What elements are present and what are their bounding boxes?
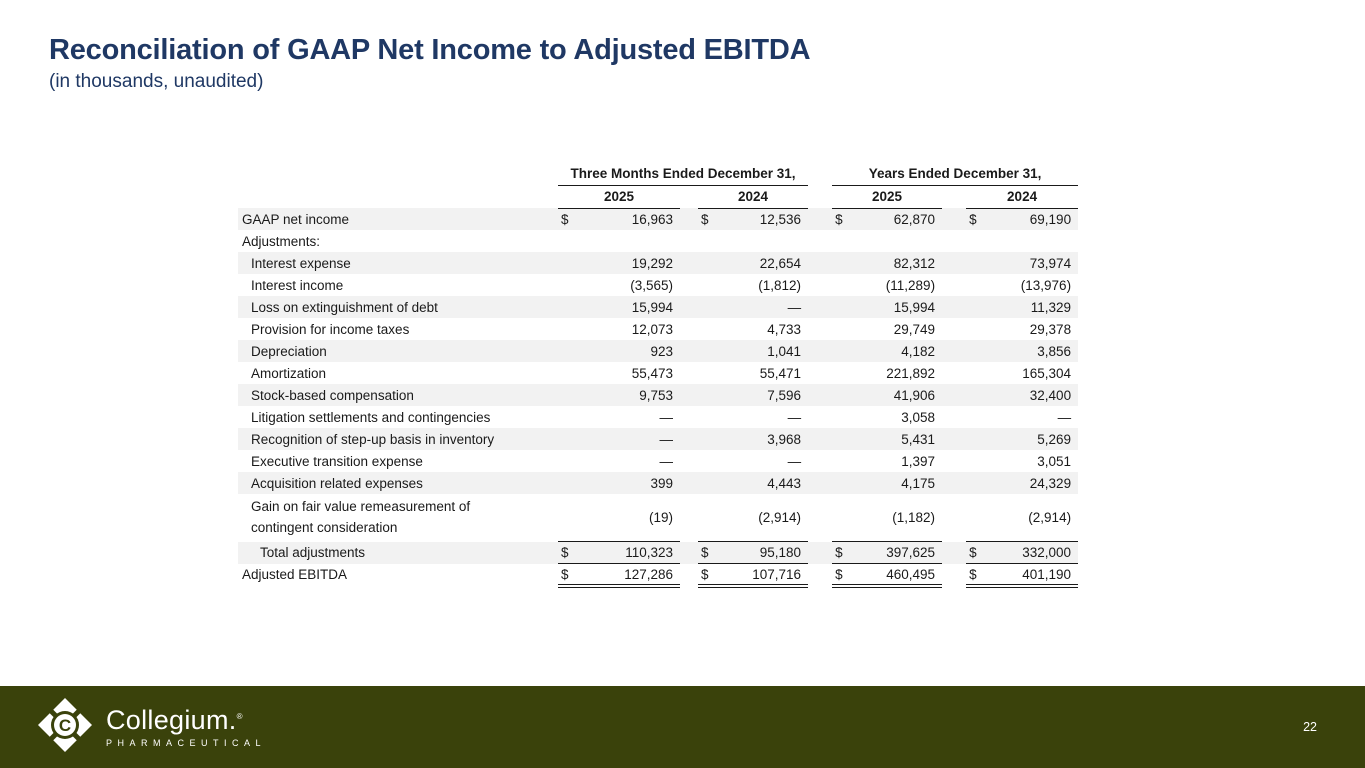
row-label: Adjustments: (242, 233, 321, 249)
row-label: Acquisition related expenses (238, 472, 558, 494)
table-row (238, 208, 1078, 230)
dollar-sign (966, 296, 988, 318)
column-gap (942, 472, 966, 494)
column-gap (680, 318, 698, 340)
column-gap (808, 362, 832, 384)
column-gap (942, 384, 966, 406)
table-row (238, 274, 1078, 296)
reconciliation-table (238, 162, 1078, 588)
cell-value: 4,175 (854, 472, 942, 494)
cell-value: (2,914) (758, 510, 802, 526)
dollar-sign (832, 362, 854, 384)
collegium-wordmark: Collegium.® (106, 704, 243, 735)
cell-value: (1,812) (758, 277, 802, 293)
row-label: Interest expense (238, 252, 558, 274)
column-gap (680, 274, 698, 296)
cell-value: 4,443 (720, 472, 808, 494)
cell-value: 62,870 (854, 208, 942, 230)
dollar-sign (966, 494, 988, 542)
table-row (238, 340, 1078, 362)
dollar-sign (832, 274, 854, 296)
dollar-sign (558, 252, 580, 274)
cell-value: 3,058 (901, 409, 936, 425)
cell-value: 15,994 (580, 296, 680, 318)
dollar-sign (558, 406, 580, 428)
dollar-sign (966, 340, 988, 362)
column-gap (942, 450, 966, 472)
dollar-sign: $ (832, 542, 854, 564)
cell-value: 332,000 (988, 542, 1078, 564)
cell-value: 82,312 (854, 252, 942, 274)
svg-text:C: C (58, 715, 72, 735)
year-header-q-2025: 2025 (558, 185, 680, 208)
column-gap (942, 428, 966, 450)
dollar-sign: $ (966, 542, 988, 564)
row-label: Litigation settlements and contingencies (251, 409, 491, 425)
cell-value: 55,473 (631, 365, 673, 381)
title-block (49, 34, 810, 93)
dollar-sign (558, 230, 580, 252)
dollar-sign (832, 406, 854, 428)
row-label: GAAP net income (238, 208, 558, 230)
cell-value: (19) (648, 510, 673, 526)
dollar-sign (832, 428, 854, 450)
column-gap (680, 230, 698, 252)
column-gap (808, 564, 832, 586)
column-gap (808, 450, 832, 472)
year-header-fy-2024: 2024 (966, 185, 1078, 208)
column-gap (680, 208, 698, 230)
cell-value: 12,536 (720, 208, 808, 230)
header-gap (808, 185, 832, 208)
year-header-row (238, 185, 1078, 208)
column-gap (942, 542, 966, 564)
column-gap (680, 340, 698, 362)
dollar-sign (558, 450, 580, 472)
table-row (238, 362, 1078, 384)
cell-value: 95,180 (720, 542, 808, 564)
cell-value: (2,914) (1028, 510, 1072, 526)
table-row (238, 450, 1078, 472)
row-label: Provision for income taxes (251, 321, 410, 337)
cell-value: 165,304 (1022, 365, 1072, 381)
dollar-sign (832, 472, 854, 494)
dollar-sign: $ (698, 542, 720, 564)
dollar-sign (832, 340, 854, 362)
column-gap (680, 472, 698, 494)
group-header-row (238, 162, 1078, 185)
dollar-sign (966, 472, 988, 494)
dollar-sign (832, 296, 854, 318)
cell-value (720, 230, 808, 252)
dollar-sign: $ (698, 564, 720, 586)
cell-value: (11,289) (885, 277, 936, 293)
year-header-q-2024: 2024 (698, 185, 808, 208)
header-spacer (238, 185, 558, 208)
dollar-sign (558, 428, 580, 450)
cell-value: 15,994 (854, 296, 942, 318)
row-label: Executive transition expense (251, 453, 423, 469)
cell-value: 32,400 (988, 384, 1078, 406)
cell-value (854, 230, 942, 252)
dollar-sign: $ (966, 208, 988, 230)
table-row (238, 296, 1078, 318)
dollar-sign (698, 450, 720, 472)
cell-value: 11,329 (988, 296, 1078, 318)
column-gap (680, 428, 698, 450)
footer (0, 686, 1365, 768)
dollar-sign (832, 494, 854, 542)
group-header-three-months: Three Months Ended December 31, (558, 162, 808, 185)
table-row (238, 494, 1078, 542)
dollar-sign (698, 362, 720, 384)
column-gap (808, 208, 832, 230)
cell-value: 24,329 (988, 472, 1078, 494)
column-gap (808, 428, 832, 450)
column-gap (680, 564, 698, 586)
collegium-diamond-icon (36, 696, 94, 759)
column-gap (680, 542, 698, 564)
cell-value: 3,856 (988, 340, 1078, 362)
cell-value: (1,182) (892, 510, 936, 526)
dollar-sign (832, 230, 854, 252)
cell-value: — (787, 409, 802, 425)
column-gap (808, 318, 832, 340)
column-gap (808, 274, 832, 296)
dollar-sign (966, 230, 988, 252)
dollar-sign (698, 340, 720, 362)
cell-value: — (720, 296, 808, 318)
dollar-sign (832, 384, 854, 406)
dollar-sign: $ (832, 564, 854, 586)
cell-value: — (659, 409, 673, 425)
column-gap (942, 318, 966, 340)
cell-value: 73,974 (988, 252, 1078, 274)
column-gap (942, 252, 966, 274)
cell-value: 12,073 (631, 321, 673, 337)
table-row (238, 318, 1078, 340)
header-gap (680, 185, 698, 208)
cell-value: 5,431 (854, 428, 942, 450)
cell-value: 399 (580, 472, 680, 494)
dollar-sign (698, 252, 720, 274)
cell-value: 69,190 (988, 208, 1078, 230)
dollar-sign (558, 384, 580, 406)
cell-value: 1,041 (720, 340, 808, 362)
cell-value: 19,292 (580, 252, 680, 274)
dollar-sign: $ (558, 564, 580, 586)
column-gap (680, 494, 698, 542)
dollar-sign (558, 274, 580, 296)
cell-value: 41,906 (854, 384, 942, 406)
page-subtitle: (in thousands, unaudited) (49, 71, 264, 93)
cell-value: — (787, 453, 802, 469)
dollar-sign (698, 296, 720, 318)
column-gap (680, 362, 698, 384)
dollar-sign (966, 274, 988, 296)
cell-value: 7,596 (720, 384, 808, 406)
cell-value: (3,565) (630, 277, 673, 293)
column-gap (808, 296, 832, 318)
column-gap (680, 406, 698, 428)
row-label: Depreciation (238, 340, 558, 362)
dollar-sign (966, 252, 988, 274)
dollar-sign (558, 318, 580, 340)
table-row (238, 542, 1078, 564)
group-header-years: Years Ended December 31, (832, 162, 1078, 185)
row-label: Recognition of step-up basis in inventory (238, 428, 558, 450)
table-body (238, 208, 1078, 586)
dollar-sign (698, 384, 720, 406)
dollar-sign (558, 362, 580, 384)
cell-value: 1,397 (901, 453, 936, 469)
page-title: Reconciliation of GAAP Net Income to Adjusted EBITDA (49, 34, 811, 66)
cell-value: 55,471 (759, 365, 802, 381)
dollar-sign (966, 406, 988, 428)
dollar-sign: $ (966, 564, 988, 586)
column-gap (680, 296, 698, 318)
dollar-sign (832, 450, 854, 472)
column-gap (808, 340, 832, 362)
dollar-sign (966, 362, 988, 384)
row-label: Loss on extinguishment of debt (238, 296, 558, 318)
dollar-sign (966, 318, 988, 340)
column-gap (808, 384, 832, 406)
column-gap (942, 274, 966, 296)
column-gap (942, 230, 966, 252)
registered-mark: ® (236, 711, 243, 721)
cell-value: — (659, 453, 673, 469)
cell-value: 9,753 (580, 384, 680, 406)
row-label: Gain on fair value remeasurement of contingent consideration (251, 499, 471, 535)
column-gap (942, 406, 966, 428)
dollar-sign (832, 318, 854, 340)
column-gap (808, 472, 832, 494)
dollar-sign: $ (698, 208, 720, 230)
column-gap (942, 564, 966, 586)
column-gap (942, 296, 966, 318)
cell-value: 3,051 (1037, 453, 1072, 469)
year-header-fy-2025: 2025 (832, 185, 942, 208)
dollar-sign (698, 230, 720, 252)
cell-value: 29,378 (1029, 321, 1072, 337)
row-label: Total adjustments (238, 542, 558, 564)
table-row (238, 428, 1078, 450)
page-number: 22 (1303, 720, 1317, 734)
dollar-sign (698, 494, 720, 542)
column-gap (680, 252, 698, 274)
cell-value: — (580, 428, 680, 450)
dollar-sign: $ (558, 208, 580, 230)
header-spacer (238, 162, 558, 185)
cell-value: 3,968 (720, 428, 808, 450)
header-gap (808, 162, 832, 185)
table-row (238, 472, 1078, 494)
table-row (238, 252, 1078, 274)
table-row (238, 230, 1078, 252)
column-gap (942, 362, 966, 384)
dollar-sign (698, 472, 720, 494)
dollar-sign (558, 494, 580, 542)
dollar-sign: $ (558, 542, 580, 564)
cell-value: 460,495 (854, 564, 942, 586)
row-label: Amortization (251, 365, 327, 381)
cell-value: (13,976) (1020, 277, 1072, 293)
dollar-sign (698, 428, 720, 450)
cell-value (580, 230, 680, 252)
collegium-pharmaceutical-label: PHARMACEUTICAL (106, 737, 267, 748)
cell-value: 16,963 (580, 208, 680, 230)
cell-value: — (1057, 409, 1072, 425)
cell-value: 397,625 (854, 542, 942, 564)
dollar-sign (966, 450, 988, 472)
cell-value: 401,190 (988, 564, 1078, 586)
column-gap (942, 208, 966, 230)
column-gap (680, 450, 698, 472)
cell-value: 29,749 (893, 321, 936, 337)
dollar-sign (558, 296, 580, 318)
column-gap (942, 494, 966, 542)
row-label: Interest income (251, 277, 344, 293)
cell-value: 923 (580, 340, 680, 362)
collegium-logo (36, 696, 266, 759)
dollar-sign (832, 252, 854, 274)
column-gap (680, 384, 698, 406)
cell-value: 4,733 (767, 321, 802, 337)
column-gap (808, 494, 832, 542)
collegium-logo-text (106, 704, 267, 748)
column-gap (808, 406, 832, 428)
column-gap (808, 230, 832, 252)
cell-value: 5,269 (988, 428, 1078, 450)
dollar-sign (558, 340, 580, 362)
dollar-sign (698, 318, 720, 340)
dollar-sign (966, 384, 988, 406)
column-gap (808, 252, 832, 274)
cell-value: 4,182 (854, 340, 942, 362)
cell-value: 221,892 (886, 365, 936, 381)
column-gap (808, 542, 832, 564)
dollar-sign (698, 274, 720, 296)
cell-value: 110,323 (580, 542, 680, 564)
table-wrap (238, 162, 1078, 588)
cell-value: 22,654 (720, 252, 808, 274)
cell-value: 107,716 (720, 564, 808, 586)
cell-value (988, 230, 1078, 252)
row-label: Stock-based compensation (238, 384, 558, 406)
dollar-sign (558, 472, 580, 494)
table-row (238, 564, 1078, 586)
table-row (238, 384, 1078, 406)
row-label: Adjusted EBITDA (242, 567, 348, 583)
dollar-sign (966, 428, 988, 450)
column-gap (942, 340, 966, 362)
header-gap (942, 185, 966, 208)
dollar-sign: $ (832, 208, 854, 230)
table-row (238, 406, 1078, 428)
cell-value: 127,286 (580, 564, 680, 586)
dollar-sign (698, 406, 720, 428)
